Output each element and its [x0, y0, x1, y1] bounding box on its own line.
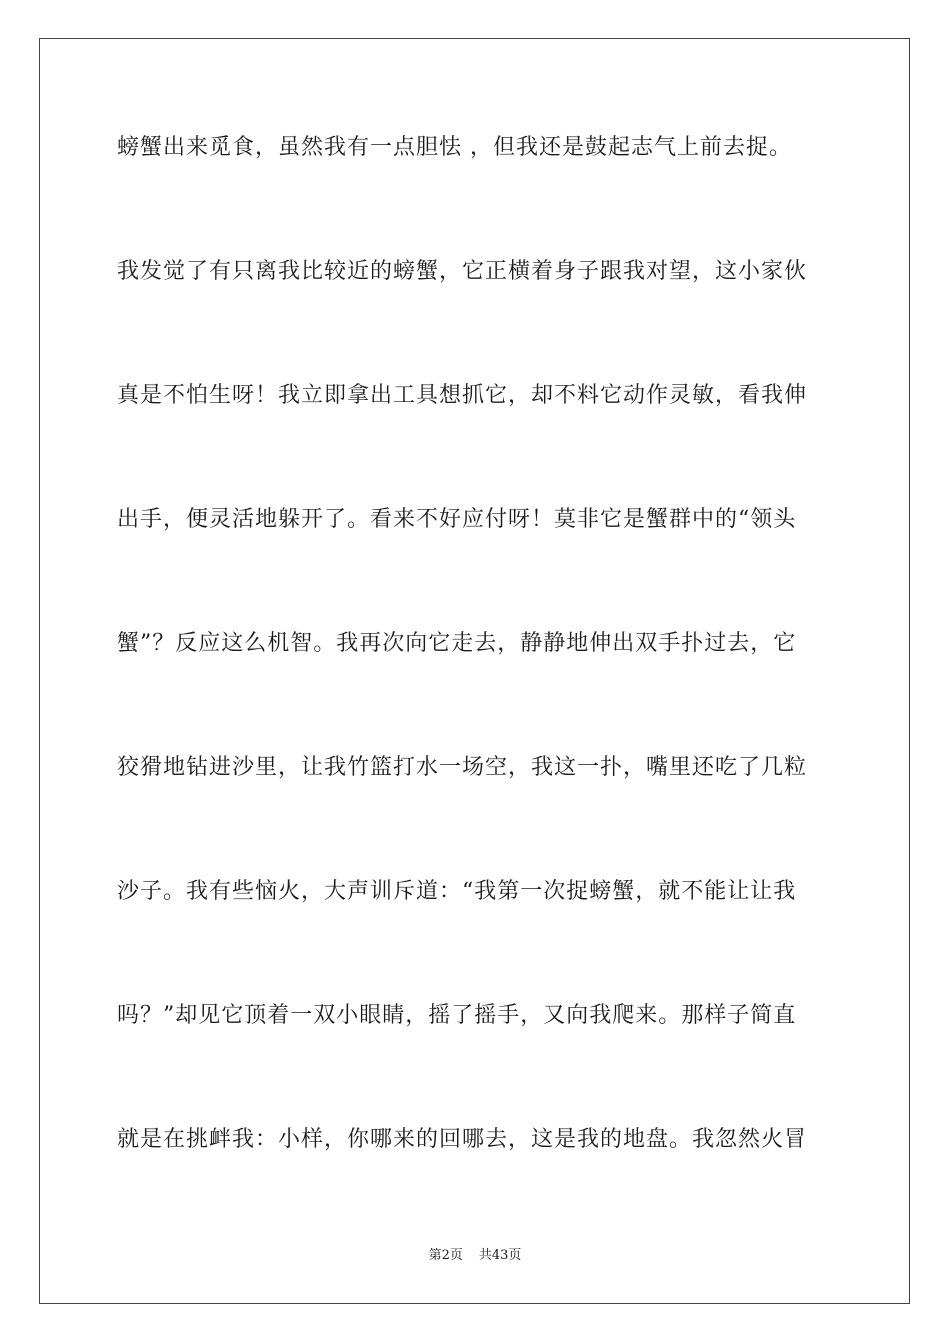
current-page-label: 第2页: [428, 1248, 463, 1263]
body-text-line-2: 我发觉了有只离我比较近的螃蟹，它正横着身子跟我对望，这小家伙: [117, 259, 808, 284]
body-text-line-6: 狡猾地钻进沙里，让我竹篮打水一场空，我这一扑，嘴里还吃了几粒: [117, 755, 808, 780]
total-pages-label: 共43页: [478, 1248, 522, 1263]
body-text-line-7: 沙子。我有些恼火，大声训斥道：“我第一次捉螃蟹，就不能让让我: [117, 879, 797, 904]
page-border: [39, 38, 910, 1304]
body-text-line-8: 吗？”却见它顶着一双小眼睛，摇了摇手，又向我爬来。那样子简直: [117, 1003, 797, 1028]
body-text-line-3: 真是不怕生呀！我立即拿出工具想抓它，却不料它动作灵敏，看我伸: [117, 383, 808, 408]
body-text-line-4: 出手，便灵活地躲开了。看来不好应付呀！莫非它是蟹群中的“领头: [117, 507, 797, 532]
body-text-line-9: 就是在挑衅我：小样，你哪来的回哪去，这是我的地盘。我忽然火冒: [117, 1127, 808, 1152]
page-footer: [0, 1247, 950, 1265]
body-text-line-5: 蟹”？反应这么机智。我再次向它走去，静静地伸出双手扑过去，它: [117, 631, 797, 656]
body-text-line-1: 螃蟹出来觅食，虽然我有一点胆怯 ，但我还是鼓起志气上前去捉。: [117, 135, 792, 160]
